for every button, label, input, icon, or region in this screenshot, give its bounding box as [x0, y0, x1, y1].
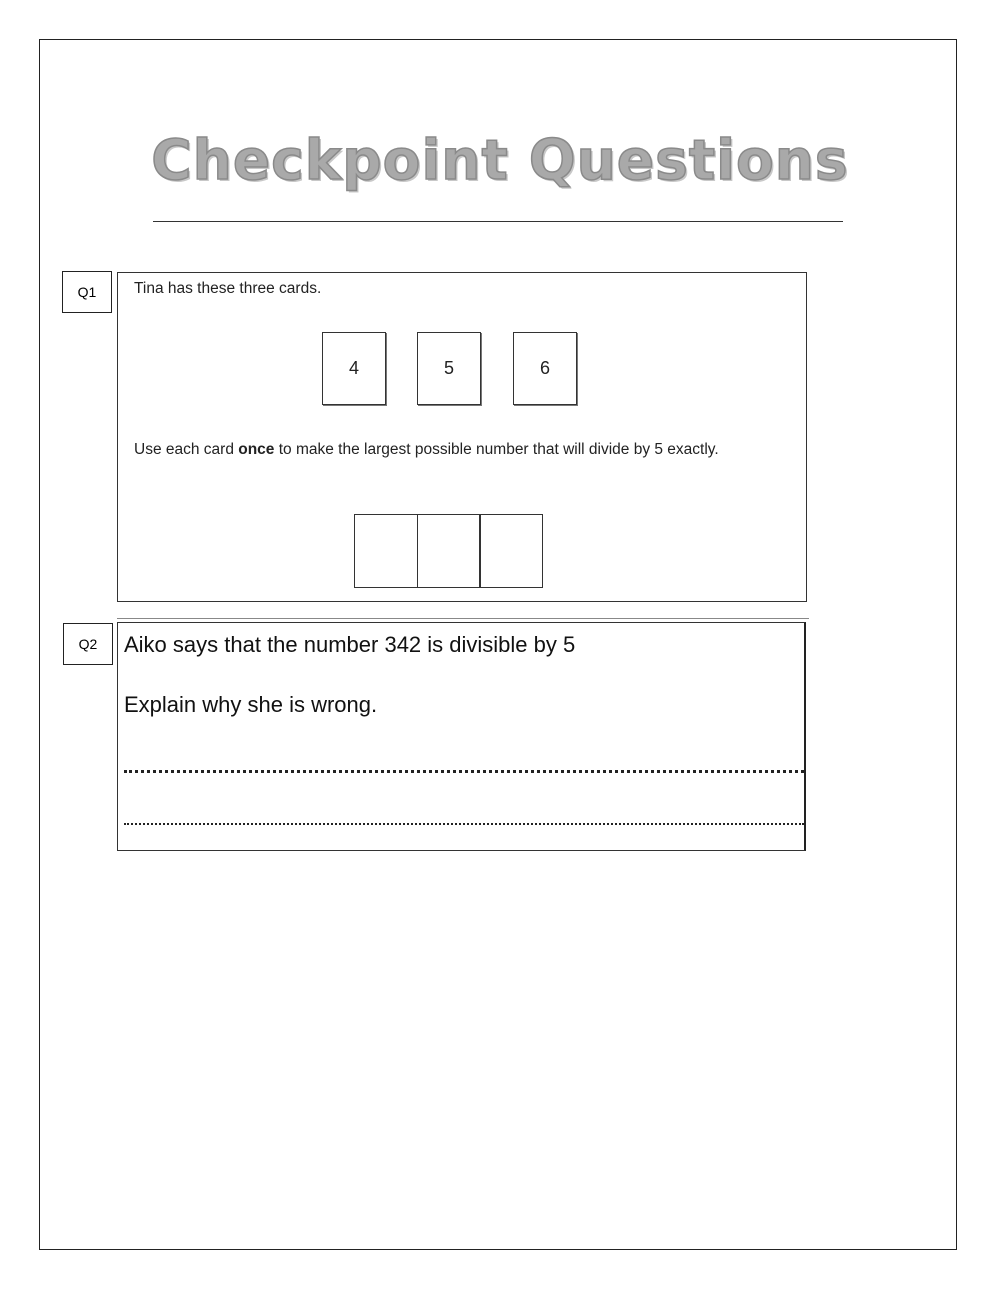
q2-statement-text: Aiko says that the number 342 is divisible by 5 — [124, 632, 576, 657]
answer-line-2[interactable] — [124, 823, 804, 825]
number-card-4: 4 — [322, 332, 386, 405]
q1-instruction-text — [134, 440, 804, 460]
answer-digit-box-1[interactable] — [354, 514, 418, 588]
answer-digit-box-2[interactable] — [417, 514, 481, 588]
number-card-5: 5 — [417, 332, 481, 405]
question-separator — [117, 618, 809, 619]
q1-instruction-emphasis: once — [238, 441, 275, 458]
question-label-q2: Q2 — [63, 623, 113, 665]
answer-line-1[interactable] — [124, 770, 804, 773]
q1-answer-boxes — [354, 514, 543, 588]
number-card-6: 6 — [513, 332, 577, 405]
q2-prompt-text: Explain why she is wrong. — [124, 692, 378, 717]
q1-intro-text: Tina has these three cards. — [134, 280, 322, 297]
question-1-panel — [117, 272, 807, 602]
question-label-q1: Q1 — [62, 271, 112, 313]
question-2-panel — [117, 622, 806, 851]
q1-instruction-part1: Use each card — [134, 441, 239, 458]
title-underline — [153, 221, 843, 222]
q1-instruction-part2: to make the largest possible number that will divide by 5 exactly. — [274, 441, 719, 458]
page-title: Checkpoint Questions — [151, 128, 849, 192]
answer-digit-box-3[interactable] — [479, 514, 543, 588]
